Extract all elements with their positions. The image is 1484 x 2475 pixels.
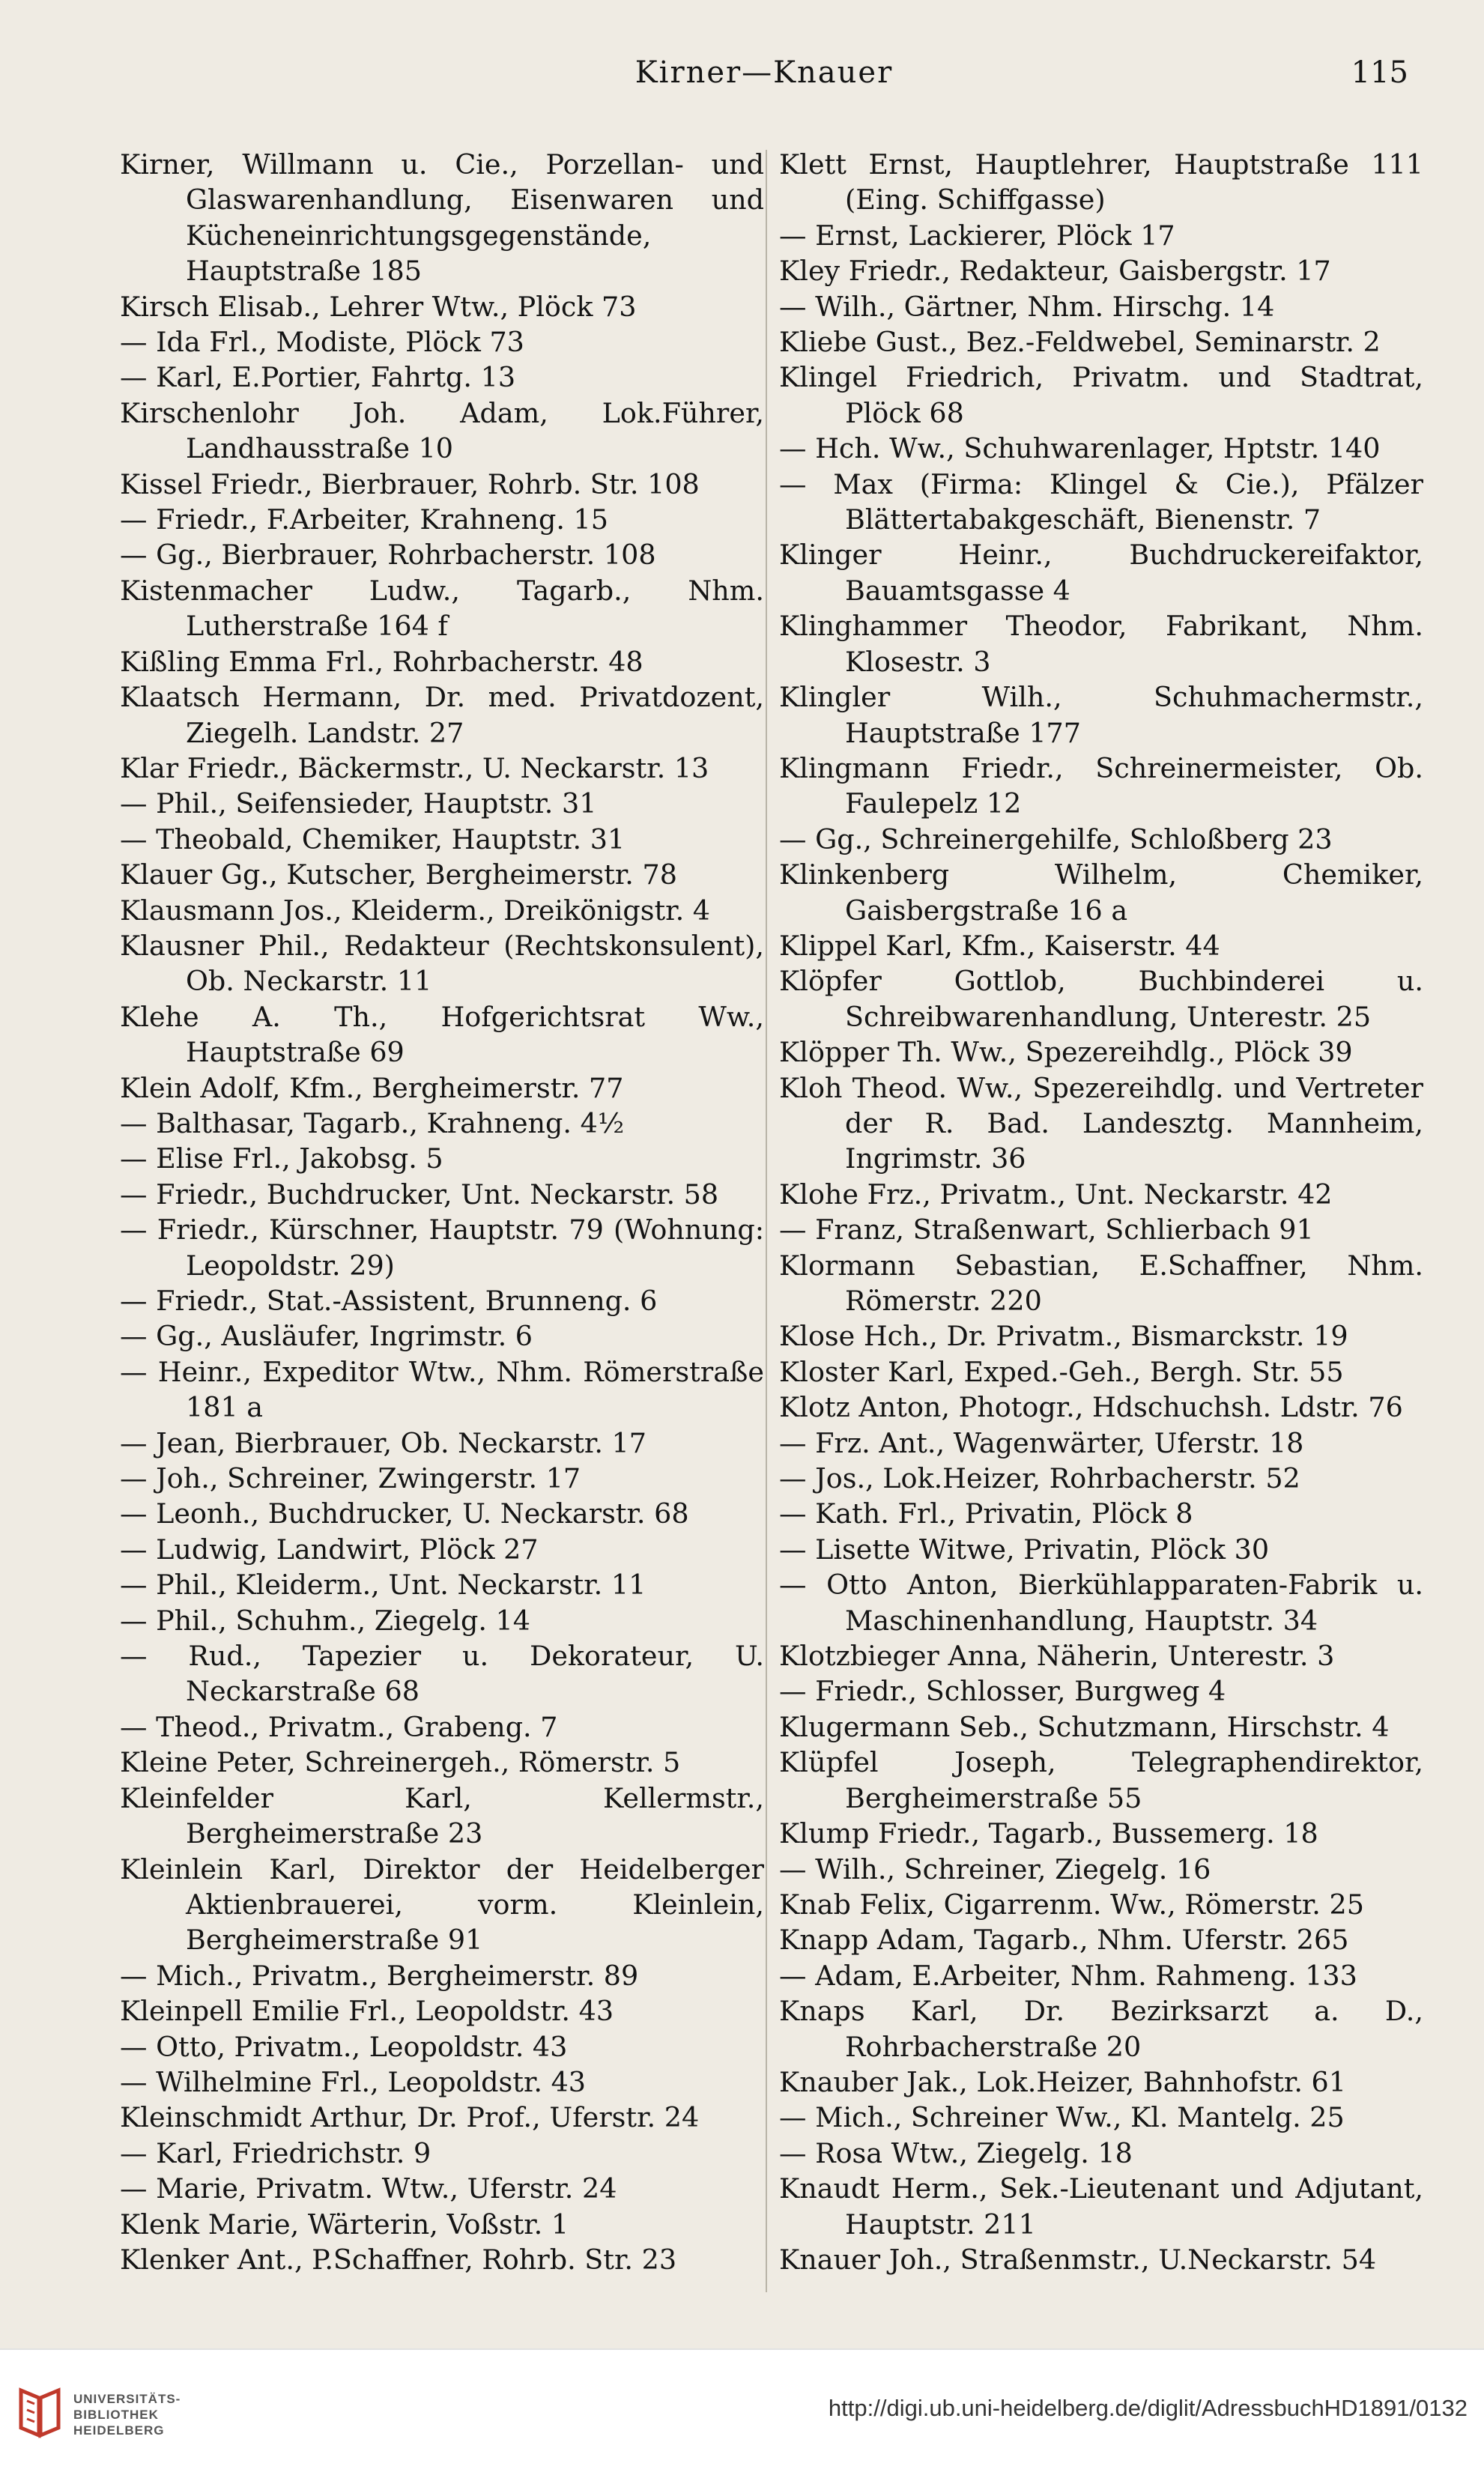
directory-entry: — Kath. Frl., Privatin, Plöck 8 [779, 1497, 1193, 1530]
directory-entry: — Gg., Schreinergehilfe, Schloßberg 23 [779, 823, 1333, 855]
directory-entry: Knauer Joh., Straßenmstr., U.Neckarstr. 54 [779, 2243, 1377, 2276]
directory-entry: Klauer Gg., Kutscher, Bergheimerstr. 78 [120, 858, 677, 891]
directory-entry: — Friedr., Kürschner, Hauptstr. 79 (Wohnung: Leopoldstr. 29) [120, 1214, 764, 1282]
directory-entry: — Max (Firma: Klingel & Cie.), Pfälzer Blättertabakgeschäft, Bienenstr. 7 [779, 467, 1423, 536]
directory-entry: — Otto Anton, Bierkühlapparaten-Fabrik u. Maschinenhandlung, Hauptstr. 34 [779, 1569, 1423, 1637]
directory-entry: — Jos., Lok.Heizer, Rohrbacherstr. 52 [779, 1462, 1300, 1495]
directory-entry: — Gg., Ausläufer, Ingrimstr. 6 [120, 1320, 533, 1353]
directory-entry: Knaudt Herm., Sek.-Lieutenant und Adjutant, Hauptstr. 211 [779, 2172, 1423, 2241]
viewer-footer [0, 2348, 1484, 2475]
directory-entry: — Ernst, Lackierer, Plöck 17 [779, 219, 1175, 252]
directory-entry: — Mich., Schreiner Ww., Kl. Mantelg. 25 [779, 2101, 1345, 2134]
directory-entry: Klotz Anton, Photogr., Hdschuchsh. Ldstr. 76 [779, 1391, 1403, 1424]
directory-entry: Knauber Jak., Lok.Heizer, Bahnhofstr. 61 [779, 2065, 1346, 2098]
directory-entry: Klippel Karl, Kfm., Kaiserstr. 44 [779, 929, 1220, 962]
library-name-line: HEIDELBERG [73, 2423, 165, 2438]
directory-entry: — Rosa Wtw., Ziegelg. 18 [779, 2136, 1133, 2169]
directory-entry: Klöpper Th. Ww., Spezereihdlg., Plöck 39 [779, 1036, 1353, 1069]
directory-entry: Klugermann Seb., Schutzmann, Hirschstr. 4 [779, 1710, 1390, 1743]
directory-entry: — Friedr., Stat.-Assistent, Brunneng. 6 [120, 1285, 658, 1317]
directory-entry: — Wilh., Schreiner, Ziegelg. 16 [779, 1853, 1211, 1885]
library-book-logo-icon [16, 2386, 63, 2443]
directory-entry: Klenker Ant., P.Schaffner, Rohrb. Str. 23 [120, 2243, 677, 2276]
directory-entry: Kloster Karl, Exped.-Geh., Bergh. Str. 55 [779, 1355, 1344, 1388]
directory-entry: Klehe A. Th., Hofgerichtsrat Ww., Hauptstraße 69 [120, 1000, 764, 1069]
directory-entry: Kissel Friedr., Bierbrauer, Rohrb. Str. 108 [120, 467, 700, 500]
directory-entry: — Leonh., Buchdrucker, U. Neckarstr. 68 [120, 1497, 689, 1530]
directory-entry: — Mich., Privatm., Bergheimerstr. 89 [120, 1959, 639, 1992]
directory-entry: — Wilhelmine Frl., Leopoldstr. 43 [120, 2065, 587, 2098]
directory-entry: — Hch. Ww., Schuhwarenlager, Hptstr. 140 [779, 432, 1381, 465]
directory-entry: — Friedr., Buchdrucker, Unt. Neckarstr. 58 [120, 1178, 719, 1211]
directory-entry: Knapp Adam, Tagarb., Nhm. Uferstr. 265 [779, 1924, 1349, 1957]
directory-entry: — Karl, E.Portier, Fahrtg. 13 [120, 361, 516, 394]
directory-entry: — Jean, Bierbrauer, Ob. Neckarstr. 17 [120, 1426, 646, 1459]
library-name [73, 2391, 181, 2438]
column-divider [766, 150, 767, 2292]
directory-entry: — Friedr., Schlosser, Burgweg 4 [779, 1675, 1226, 1708]
directory-entry: Klotzbieger Anna, Näherin, Unterestr. 3 [779, 1640, 1335, 1673]
directory-entry: Kloh Theod. Ww., Spezereihdlg. und Vertreter der R. Bad. Landesztg. Mannheim, Ingrimstr. 36 [779, 1071, 1423, 1175]
directory-entry: — Theobald, Chemiker, Hauptstr. 31 [120, 823, 626, 855]
directory-entry: Klausner Phil., Redakteur (Rechtskonsulent), Ob. Neckarstr. 11 [120, 929, 764, 998]
directory-entry: Klinghammer Theodor, Fabrikant, Nhm. Klosestr. 3 [779, 610, 1423, 678]
directory-entry: Kirsch Elisab., Lehrer Wtw., Plöck 73 [120, 290, 637, 323]
page-number: 115 [1351, 55, 1408, 90]
directory-entry: — Phil., Seifensieder, Hauptstr. 31 [120, 787, 597, 820]
running-head: Kirner—Knauer [635, 55, 894, 90]
directory-entry: Klett Ernst, Hauptlehrer, Hauptstraße 111 (Eing. Schiffgasse) [779, 148, 1423, 216]
directory-entry: — Theod., Privatm., Grabeng. 7 [120, 1710, 558, 1743]
directory-entry: Knab Felix, Cigarrenm. Ww., Römerstr. 25 [779, 1888, 1364, 1921]
directory-entry: — Friedr., F.Arbeiter, Krahneng. 15 [120, 503, 608, 536]
directory-entry: Kleine Peter, Schreinergeh., Römerstr. 5 [120, 1746, 681, 1779]
directory-entry: Klausmann Jos., Kleiderm., Dreikönigstr. 4 [120, 894, 711, 927]
directory-entry: Kley Friedr., Redakteur, Gaisbergstr. 17 [779, 255, 1331, 288]
directory-entry: — Ida Frl., Modiste, Plöck 73 [120, 326, 524, 359]
library-name-line: UNIVERSITÄTS- [73, 2391, 181, 2406]
source-url-link[interactable]: http://digi.ub.uni-heidelberg.de/diglit/AdressbuchHD1891/0132 [828, 2395, 1468, 2421]
page-header [120, 52, 1408, 97]
directory-entry: Klenk Marie, Wärterin, Voßstr. 1 [120, 2208, 569, 2241]
directory-entry: Kleinpell Emilie Frl., Leopoldstr. 43 [120, 1995, 614, 2028]
directory-entry: Klinger Heinr., Buchdruckereifaktor, Bauamtsgasse 4 [779, 539, 1423, 607]
directory-entry: — Wilh., Gärtner, Nhm. Hirschg. 14 [779, 290, 1275, 323]
directory-entry: — Otto, Privatm., Leopoldstr. 43 [120, 2030, 568, 2063]
directory-entry: Klüpfel Joseph, Telegraphendirektor, Bergheimerstraße 55 [779, 1746, 1423, 1814]
directory-entry: Klinkenberg Wilhelm, Chemiker, Gaisbergstraße 16 a [779, 858, 1423, 927]
left-column [120, 147, 764, 2304]
directory-entry: — Rud., Tapezier u. Dekorateur, U. Neckarstraße 68 [120, 1640, 764, 1708]
directory-entry: Klingel Friedrich, Privatm. und Stadtrat, Plöck 68 [779, 361, 1423, 429]
directory-entry: — Frz. Ant., Wagenwärter, Uferstr. 18 [779, 1426, 1304, 1459]
directory-entry: — Adam, E.Arbeiter, Nhm. Rahmeng. 133 [779, 1959, 1357, 1992]
directory-entry: Klormann Sebastian, E.Schaffner, Nhm. Römerstr. 220 [779, 1249, 1423, 1317]
directory-entry: Kleinfelder Karl, Kellermstr., Bergheimerstraße 23 [120, 1781, 764, 1850]
directory-entry: Kleinlein Karl, Direktor der Heidelberger Aktienbrauerei, vorm. Kleinlein, Bergheimerstraße 91 [120, 1853, 764, 1957]
directory-entry: Klump Friedr., Tagarb., Bussemerg. 18 [779, 1817, 1318, 1850]
directory-entry: Kirschenlohr Joh. Adam, Lok.Führer, Landhausstraße 10 [120, 396, 764, 465]
directory-entry: — Phil., Kleiderm., Unt. Neckarstr. 11 [120, 1569, 646, 1602]
directory-entry: — Ludwig, Landwirt, Plöck 27 [120, 1533, 539, 1566]
directory-entry: Knaps Karl, Dr. Bezirksarzt a. D., Rohrbacherstraße 20 [779, 1995, 1423, 2063]
directory-entry: — Joh., Schreiner, Zwingerstr. 17 [120, 1462, 581, 1495]
directory-entry: — Elise Frl., Jakobsg. 5 [120, 1142, 443, 1175]
directory-entry: — Marie, Privatm. Wtw., Uferstr. 24 [120, 2172, 617, 2205]
right-column [779, 147, 1423, 2304]
directory-entry: Kleinschmidt Arthur, Dr. Prof., Uferstr. 24 [120, 2101, 700, 2134]
directory-entry: Kistenmacher Ludw., Tagarb., Nhm. Lutherstraße 164 f [120, 574, 764, 643]
directory-entry: — Franz, Straßenwart, Schlierbach 91 [779, 1214, 1314, 1246]
directory-entry: Klohe Frz., Privatm., Unt. Neckarstr. 42 [779, 1178, 1333, 1211]
directory-entry: Klose Hch., Dr. Privatm., Bismarckstr. 19 [779, 1320, 1348, 1353]
directory-entry: — Lisette Witwe, Privatin, Plöck 30 [779, 1533, 1270, 1566]
directory-entry: — Phil., Schuhm., Ziegelg. 14 [120, 1604, 530, 1637]
directory-entry: Kliebe Gust., Bez.-Feldwebel, Seminarstr. 2 [779, 326, 1381, 359]
directory-entry: Klar Friedr., Bäckermstr., U. Neckarstr. 13 [120, 751, 709, 784]
directory-entry: Kirner, Willmann u. Cie., Porzellan- und Glaswarenhandlung, Eisenwaren und Kücheneinrichtungsgegenstände, Hauptstraße 185 [120, 148, 764, 288]
directory-entry: — Gg., Bierbrauer, Rohrbacherstr. 108 [120, 539, 656, 572]
directory-entry: — Balthasar, Tagarb., Krahneng. 4½ [120, 1106, 625, 1139]
directory-entry: — Heinr., Expeditor Wtw., Nhm. Römerstraße 181 a [120, 1355, 764, 1424]
directory-entry: Klaatsch Hermann, Dr. med. Privatdozent, Ziegelh. Landstr. 27 [120, 681, 764, 749]
directory-entry: — Karl, Friedrichstr. 9 [120, 2136, 431, 2169]
directory-entry: Klingmann Friedr., Schreinermeister, Ob. Faulepelz 12 [779, 751, 1423, 820]
directory-entry: Klein Adolf, Kfm., Bergheimerstr. 77 [120, 1071, 624, 1104]
directory-entry: Klöpfer Gottlob, Buchbinderei u. Schreibwarenhandlung, Unterestr. 25 [779, 965, 1423, 1033]
directory-entry: Kißling Emma Frl., Rohrbacherstr. 48 [120, 645, 643, 678]
library-logo[interactable] [16, 2386, 181, 2443]
library-name-line: BIBLIOTHEK [73, 2407, 159, 2422]
directory-entry: Klingler Wilh., Schuhmachermstr., Hauptstraße 177 [779, 681, 1423, 749]
